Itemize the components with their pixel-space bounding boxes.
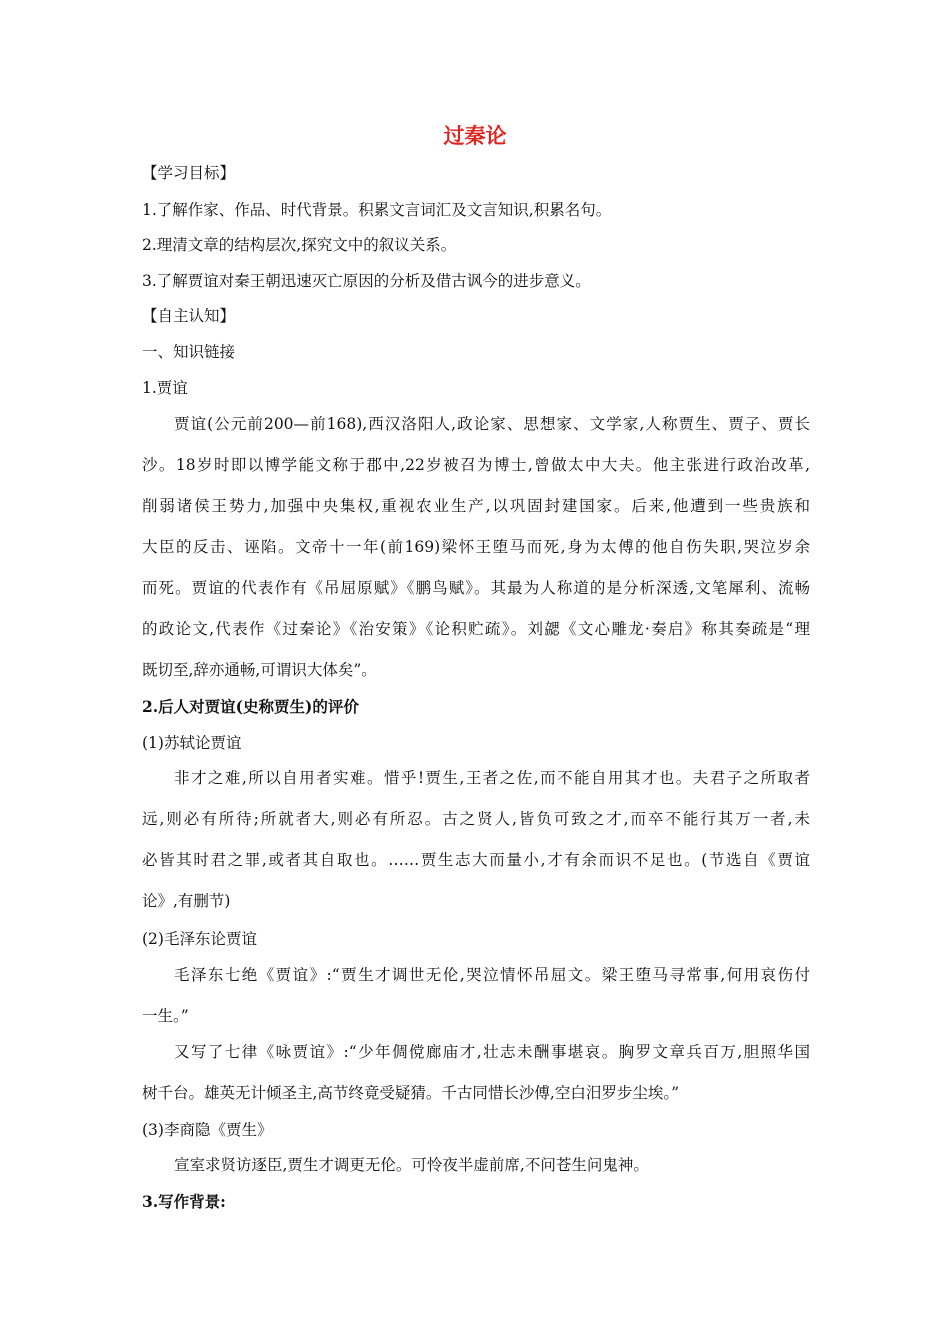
text-line: 2.后人对贾谊(史称贾生)的评价 [142, 697, 359, 716]
text-line: (3)李商隐《贾生》 [142, 1121, 273, 1139]
text-line: 树千台。雄英无计倾圣主,高节终竟受疑猜。千古同惜长沙傅,空白汨罗步尘埃。” [142, 1084, 680, 1102]
text-line: 既切至,辞亦通畅,可谓识大体矣”。 [142, 661, 377, 679]
text-line: 而死。贾谊的代表作有《吊屈原赋》《鹏鸟赋》。其最为人称道的是分析深透,文笔犀利、流畅 [142, 579, 810, 597]
text-line: 2.理清文章的结构层次,探究文中的叙议关系。 [142, 236, 457, 254]
text-line: 【学习目标】 [142, 164, 236, 182]
text-line: 毛泽东七绝《贾谊》:“贾生才调世无伦,哭泣情怀吊屈文。梁王堕马寻常事,何用哀伤付 [174, 966, 810, 984]
text-line: 必皆其时君之罪,或者其自取也。……贾生志大而量小,才有余而识不足也。(节选自《贾谊 [142, 851, 810, 869]
text-line: 又写了七律《咏贾谊》:“少年倜傥廊庙才,壮志未酬事堪哀。胸罗文章兵百万,胆照华国 [174, 1043, 810, 1061]
text-line: 一、知识链接 [142, 343, 236, 361]
text-line: 非才之难,所以自用者实难。惜乎!贾生,王者之佐,而不能自用其才也。夫君子之所取者 [174, 769, 810, 787]
text-line: 大臣的反击、诬陷。文帝十一年(前169)梁怀王堕马而死,身为太傅的他自伤失职,哭泣岁余 [142, 538, 810, 556]
text-line: (1)苏轼论贾谊 [142, 734, 242, 752]
text-line: 宣室求贤访逐臣,贾生才调更无伦。可怜夜半虚前席,不问苍生问鬼神。 [174, 1156, 649, 1174]
text-line: 远,则必有所待;所就者大,则必有所忍。古之贤人,皆负可致之才,而卒不能行其万一者,未 [142, 810, 810, 828]
text-line: 1.了解作家、作品、时代背景。积累文言词汇及文言知识,积累名句。 [142, 201, 612, 219]
text-line: 【自主认知】 [142, 307, 236, 325]
text-line: (2)毛泽东论贾谊 [142, 930, 257, 948]
document-title: 过秦论 [443, 123, 507, 148]
text-line: 1.贾谊 [142, 379, 188, 397]
text-line: 3.写作背景: [142, 1192, 226, 1211]
text-line: 论》,有删节) [142, 892, 231, 910]
text-line: 3.了解贾谊对秦王朝迅速灭亡原因的分析及借古讽今的进步意义。 [142, 272, 591, 290]
text-line: 一生。” [142, 1007, 189, 1025]
text-line: 的政论文,代表作《过秦论》《治安策》《论积贮疏》。刘勰《文心雕龙·奏启》称其奏疏是“理 [142, 620, 810, 638]
text-line: 削弱诸侯王势力,加强中央集权,重视农业生产,以巩固封建国家。后来,他遭到一些贵族和 [142, 497, 810, 515]
text-line: 贾谊(公元前200—前168),西汉洛阳人,政论家、思想家、文学家,人称贾生、贾子、贾长 [174, 415, 810, 433]
text-line: 沙。18岁时即以博学能文称于郡中,22岁被召为博士,曾做太中大夫。他主张进行政治改革, [142, 456, 810, 474]
